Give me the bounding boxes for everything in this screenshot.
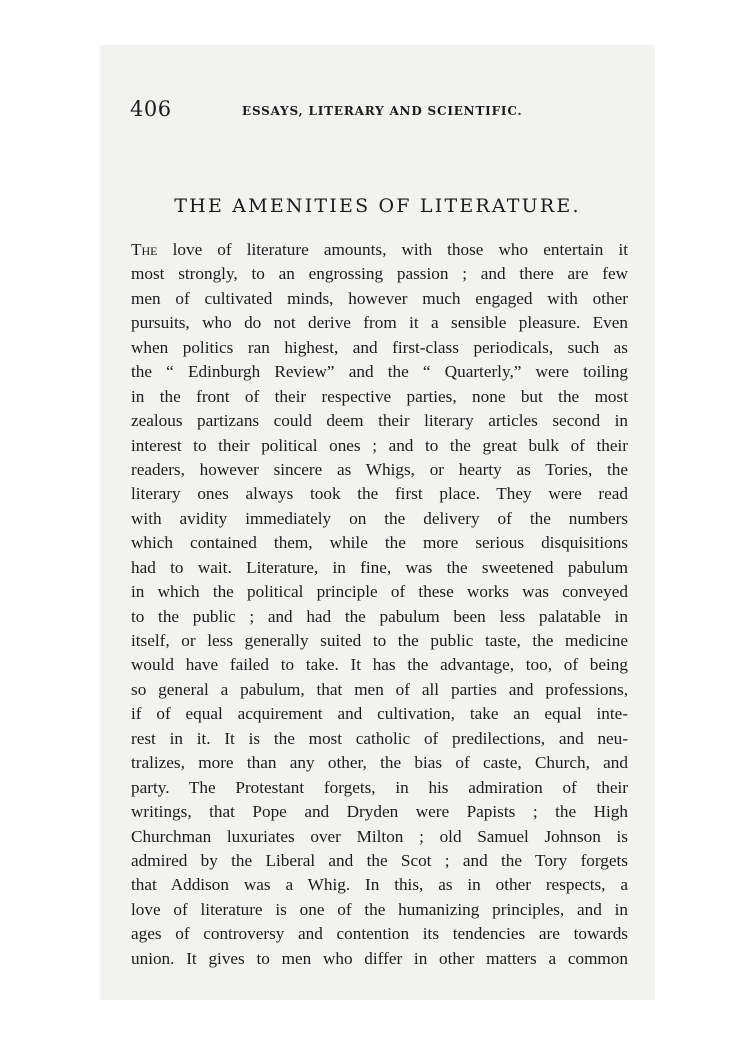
text-line: The love of literature amounts, with those who entertain it: [131, 240, 628, 259]
text-line: ages of controversy and contention its tendencies are towards: [131, 924, 628, 944]
text-line: that Addison was a Whig. In this, as in other respects, a: [131, 875, 628, 895]
text-line: so general a pabulum, that men of all parties and professions,: [131, 679, 628, 699]
text-line: literary ones always took the first place. They were read: [131, 484, 628, 504]
text-line: party. The Protestant forgets, in his admiration of their: [131, 777, 628, 797]
text-line: admired by the Liberal and the Scot ; and the Tory forgets: [131, 850, 628, 870]
text-line: with avidity immediately on the delivery of the numbers: [131, 508, 628, 528]
text-line: rest in it. It is the most catholic of predilections, and neu-: [131, 728, 628, 748]
book-page: [100, 45, 655, 1000]
running-title: ESSAYS, LITERARY AND SCIENTIFIC.: [242, 104, 523, 118]
text-line: writings, that Pope and Dryden were Papists ; the High: [131, 802, 628, 822]
opening-word: The: [131, 240, 158, 259]
text-line: to the public ; and had the pabulum been less palatable in: [131, 606, 628, 626]
text-line: would have failed to take. It has the advantage, too, of being: [131, 655, 628, 675]
text-line: love of literature is one of the humanizing principles, and in: [131, 899, 628, 919]
text-line: tralizes, more than any other, the bias of caste, Church, and: [131, 753, 628, 773]
text-line: zealous partizans could deem their literary articles second in: [131, 411, 628, 431]
text-line: interest to their political ones ; and to the great bulk of their: [131, 435, 628, 455]
text-line: readers, however sincere as Whigs, or hearty as Tories, the: [131, 459, 628, 479]
text-line: which contained them, while the more serious disquisitions: [131, 533, 628, 553]
text-line: Churchman luxuriates over Milton ; old Samuel Johnson is: [131, 826, 628, 846]
text-line: pursuits, who do not derive from it a sensible pleasure. Even: [131, 313, 628, 333]
text-line: if of equal acquirement and cultivation, take an equal inte-: [131, 704, 628, 724]
essay-body: [131, 238, 628, 971]
text-line: when politics ran highest, and first-class periodicals, such as: [131, 337, 628, 357]
running-header: [130, 97, 630, 127]
text-line: the “ Edinburgh Review” and the “ Quarterly,” were toiling: [131, 362, 628, 382]
text-line: most strongly, to an engrossing passion ; and there are few: [131, 264, 628, 284]
text-line: in the front of their respective parties, none but the most: [131, 386, 628, 406]
text-line: had to wait. Literature, in fine, was the sweetened pabulum: [131, 557, 628, 577]
text-line: in which the political principle of these works was conveyed: [131, 582, 628, 602]
text-line: men of cultivated minds, however much engaged with other: [131, 288, 628, 308]
essay-title: THE AMENITIES OF LITERATURE.: [174, 195, 581, 217]
page-number: 406: [130, 97, 172, 121]
text-line: union. It gives to men who differ in other matters a common: [131, 948, 628, 968]
text-line: itself, or less generally suited to the public taste, the medicine: [131, 631, 628, 650]
